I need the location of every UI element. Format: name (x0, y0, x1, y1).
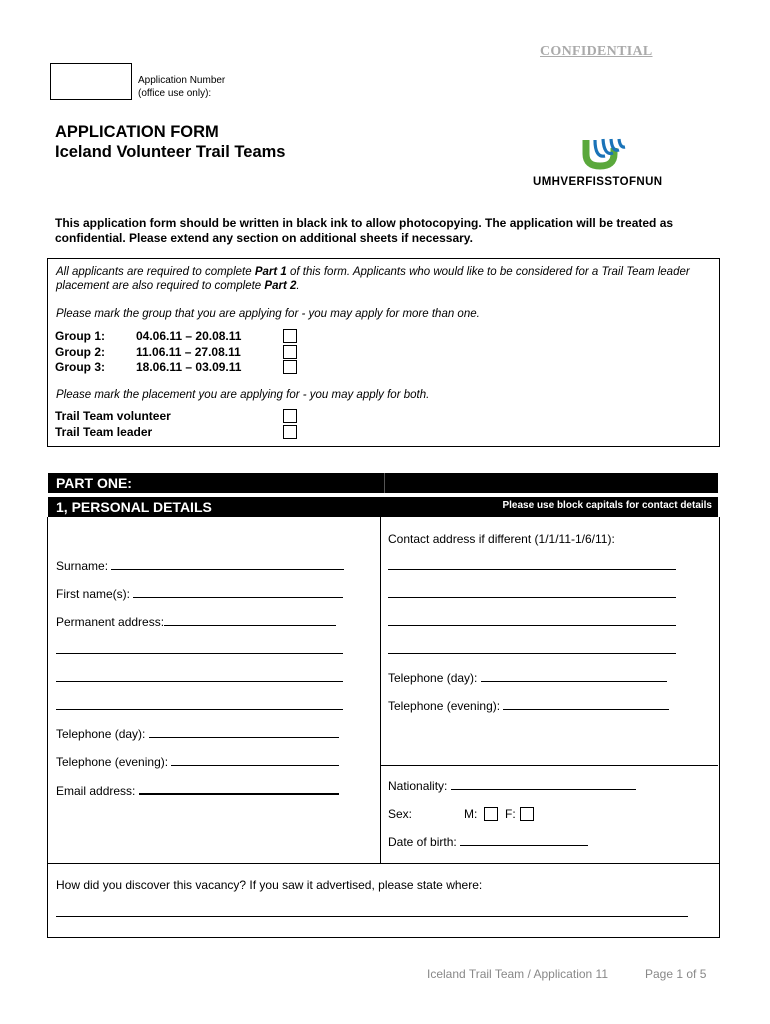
right-section-divider (381, 765, 718, 766)
note-c: . (296, 280, 300, 292)
personal-details-bar (48, 497, 718, 517)
part-one-bar (48, 473, 718, 493)
personal-details-title: 1, PERSONAL DETAILS (56, 499, 212, 515)
permanent-address-label: Permanent address: (56, 615, 165, 629)
first-names-field[interactable] (56, 587, 343, 602)
footer-page-number: Page 1 of 5 (645, 967, 707, 981)
first-names-label: First name(s): (56, 587, 131, 601)
group-2-label: Group 2: (55, 345, 105, 359)
intro-text: This application form should be written in black ink to allow photocopying. The application will be treated as confidential. Please extend any section on additional sheets if necessary. (55, 216, 674, 245)
group-1-checkbox[interactable] (283, 329, 297, 343)
vacancy-question: How did you discover this vacancy? If you saw it advertised, please state where: (56, 878, 483, 892)
group-1-label: Group 1: (55, 329, 105, 343)
app-number-line2: (office use only): (138, 88, 212, 99)
contact-tel-day-field[interactable] (388, 671, 667, 686)
confidential-label: CONFIDENTIAL (540, 44, 653, 59)
app-number-line1: Application Number (138, 75, 226, 86)
placement-leader-checkbox[interactable] (283, 425, 297, 439)
note-a: All applicants are required to complete (56, 266, 255, 278)
male-checkbox[interactable] (484, 807, 498, 821)
title-line2: Iceland Volunteer Trail Teams (55, 143, 286, 161)
contact-line-2[interactable] (388, 587, 676, 602)
placement-leader-label: Trail Team leader (55, 425, 153, 439)
group-prompt: Please mark the group that you are applying for - you may apply for more than one. (56, 308, 480, 320)
note-part2: Part 2 (264, 280, 297, 292)
part-one-title: PART ONE: (56, 475, 132, 491)
surname-field[interactable] (56, 559, 344, 574)
tel-day-label: Telephone (day): (56, 727, 146, 741)
tel-day-field[interactable] (56, 727, 339, 742)
completion-note (56, 265, 711, 293)
vacancy-divider (47, 863, 719, 864)
email-label: Email address: (56, 784, 136, 798)
contact-tel-day-label: Telephone (day): (388, 671, 478, 685)
footer-doc-label: Iceland Trail Team / Application 11 (427, 967, 608, 981)
group-1-dates: 04.06.11 – 20.08.11 (136, 329, 242, 343)
nationality-label: Nationality: (388, 779, 448, 793)
logo-text: UMHVERFISSTOFNUN (533, 176, 663, 188)
surname-label: Surname: (56, 559, 109, 573)
agency-logo (533, 134, 683, 194)
placement-volunteer-label: Trail Team volunteer (55, 409, 171, 423)
sex-label: Sex: (388, 807, 413, 821)
application-number-box[interactable] (50, 63, 132, 100)
group-2-checkbox[interactable] (283, 345, 297, 359)
male-label: M: (464, 807, 478, 821)
form-title (55, 122, 285, 162)
placement-volunteer-checkbox[interactable] (283, 409, 297, 423)
group-2-dates: 11.06.11 – 27.08.11 (136, 345, 241, 359)
application-number-label (138, 74, 225, 100)
female-label: F: (505, 807, 516, 821)
address-line-4[interactable] (56, 699, 343, 714)
tel-evening-label: Telephone (evening): (56, 755, 169, 769)
tel-evening-field[interactable] (56, 755, 339, 770)
contact-line-4[interactable] (388, 643, 676, 658)
dob-label: Date of birth: (388, 835, 457, 849)
bar-divider (384, 473, 385, 493)
permanent-address-field[interactable] (56, 615, 336, 630)
contact-tel-evening-field[interactable] (388, 699, 669, 714)
female-checkbox[interactable] (520, 807, 534, 821)
contact-line-1[interactable] (388, 559, 676, 574)
vacancy-answer-line[interactable] (56, 906, 688, 921)
title-line1: APPLICATION FORM (55, 123, 219, 141)
contact-tel-evening-label: Telephone (evening): (388, 699, 501, 713)
email-field[interactable] (56, 783, 339, 799)
logo-mark-icon (533, 134, 683, 174)
group-3-label: Group 3: (55, 360, 105, 374)
address-line-2[interactable] (56, 643, 343, 658)
group-3-dates: 18.06.11 – 03.09.11 (136, 360, 242, 374)
block-capitals-note: Please use block capitals for contact details (502, 500, 712, 511)
nationality-field[interactable] (388, 779, 636, 794)
note-b: of this form. Applicants who would like to be considered for a Trail Team leader placement are also required to complete (56, 266, 690, 292)
address-line-3[interactable] (56, 671, 343, 686)
contact-address-label: Contact address if different (1/1/11-1/6/11): (388, 532, 615, 546)
note-part1: Part 1 (254, 266, 287, 278)
column-divider (380, 517, 381, 863)
group-3-checkbox[interactable] (283, 360, 297, 374)
dob-field[interactable] (388, 835, 588, 850)
contact-line-3[interactable] (388, 615, 676, 630)
placement-prompt: Please mark the placement you are applying for - you may apply for both. (56, 389, 430, 401)
